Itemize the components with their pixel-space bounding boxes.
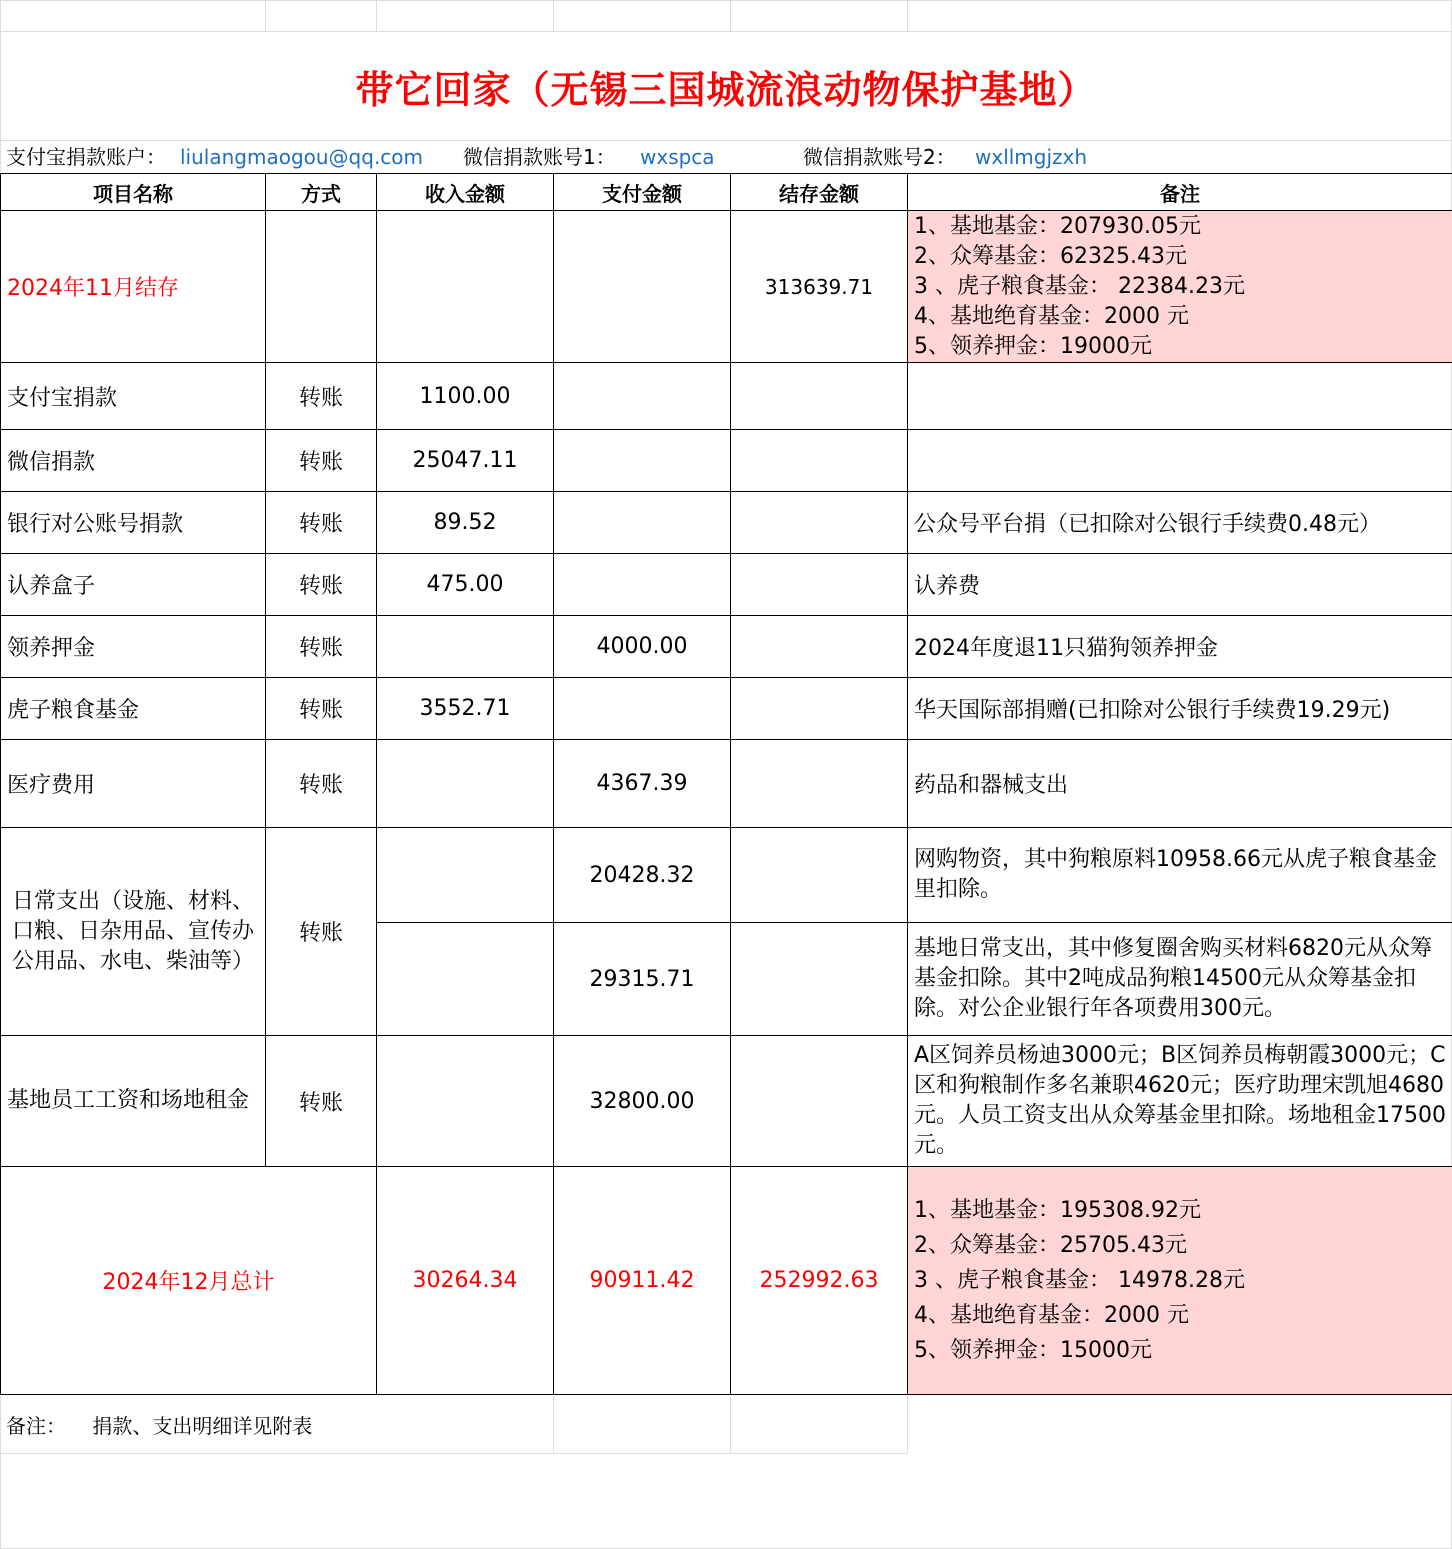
balance <box>731 616 908 678</box>
income: 475.00 <box>377 554 554 616</box>
header-cell: 备注 <box>908 174 1452 211</box>
table-row <box>1 616 1452 678</box>
grid-line <box>376 0 377 32</box>
grid-line <box>907 0 908 32</box>
note: 公众号平台捐（已扣除对公银行手续费0.48元） <box>908 492 1452 554</box>
total-note-line: 4、基地绝育基金：2000 元 <box>914 1303 1189 1328</box>
table-row <box>1 740 1452 828</box>
grid-line <box>0 0 1452 1</box>
balance <box>731 678 908 740</box>
empty-cell <box>731 828 908 923</box>
alipay-account[interactable]: liulangmaogou@qq.com <box>180 145 424 169</box>
daily-note-1: 网购物资，其中狗粮原料10958.66元从虎子粮食基金里扣除。 <box>908 828 1452 923</box>
balance <box>731 740 908 828</box>
note <box>908 430 1452 492</box>
total-note-line: 2、众筹基金：25705.43元 <box>914 1233 1187 1258</box>
income: 1100.00 <box>377 363 554 430</box>
method: 转账 <box>266 740 377 828</box>
income: 89.52 <box>377 492 554 554</box>
opening-balance-row <box>1 211 1452 363</box>
method: 转账 <box>266 363 377 430</box>
header-cell: 项目名称 <box>1 174 266 211</box>
opening-note-line: 4、基地绝育基金：2000 元 <box>914 303 1189 329</box>
note <box>908 363 1452 430</box>
item-name: 支付宝捐款 <box>1 363 266 430</box>
income <box>377 740 554 828</box>
grid-line <box>265 0 266 32</box>
table-row <box>1 430 1452 492</box>
method: 转账 <box>266 678 377 740</box>
total-note-line: 5、领养押金：15000元 <box>914 1338 1152 1363</box>
total-note-line: 1、基地基金：195308.92元 <box>914 1198 1201 1223</box>
balance <box>731 492 908 554</box>
grid-line <box>553 1395 554 1453</box>
table-row <box>1 678 1452 740</box>
wages-row <box>1 1036 1452 1167</box>
total-name: 2024年12月总计 <box>1 1167 377 1395</box>
table-row <box>1 363 1452 430</box>
note: 药品和器械支出 <box>908 740 1452 828</box>
wechat2-account[interactable]: wxllmgjzxh <box>975 145 1088 169</box>
empty-cell <box>377 1036 554 1167</box>
daily-method: 转账 <box>266 828 377 1036</box>
donation-accounts <box>0 141 1452 173</box>
empty-cell <box>266 211 377 363</box>
wechat2-label: 微信捐款账号2： <box>803 145 956 169</box>
header-cell: 结存金额 <box>731 174 908 211</box>
opening-name: 2024年11月结存 <box>1 211 266 363</box>
method: 转账 <box>266 616 377 678</box>
opening-note-line: 2、众筹基金：62325.43元 <box>914 243 1187 269</box>
grid-line <box>907 1395 908 1453</box>
balance <box>731 430 908 492</box>
total-balance: 252992.63 <box>731 1167 908 1395</box>
opening-notes <box>908 211 1452 363</box>
item-name: 虎子粮食基金 <box>1 678 266 740</box>
method: 转账 <box>266 554 377 616</box>
item-name: 认养盒子 <box>1 554 266 616</box>
daily-name: 日常支出（设施、材料、口粮、日杂用品、宣传办公用品、水电、柴油等） <box>1 828 266 1036</box>
wechat1-label: 微信捐款账号1： <box>463 145 616 169</box>
opening-note-line: 3 、虎子粮食基金： 22384.23元 <box>914 273 1245 299</box>
item-name: 银行对公账号捐款 <box>1 492 266 554</box>
income: 3552.71 <box>377 678 554 740</box>
expense <box>554 554 731 616</box>
daily-expense-2: 29315.71 <box>554 923 731 1036</box>
expense: 4367.39 <box>554 740 731 828</box>
wages-name: 基地员工工资和场地租金 <box>1 1036 266 1167</box>
empty-cell <box>377 828 554 923</box>
table-row <box>1 492 1452 554</box>
wages-expense: 32800.00 <box>554 1036 731 1167</box>
footer-note <box>6 1410 312 1439</box>
opening-balance: 313639.71 <box>731 211 908 363</box>
total-notes <box>908 1167 1452 1395</box>
method: 转账 <box>266 430 377 492</box>
note: 华天国际部捐赠(已扣除对公银行手续费19.29元) <box>908 678 1452 740</box>
header-cell: 收入金额 <box>377 174 554 211</box>
wages-method: 转账 <box>266 1036 377 1167</box>
opening-note-line: 1、基地基金：207930.05元 <box>914 213 1201 239</box>
ledger-table <box>0 173 1452 1395</box>
total-expense: 90911.42 <box>554 1167 731 1395</box>
item-name: 领养押金 <box>1 616 266 678</box>
wages-note: A区饲养员杨迪3000元；B区饲养员梅朝霞3000元；C区和狗粮制作多名兼职4620元；医疗助理宋凯旭4680元。人员工资支出从众筹基金里扣除。场地租金17500元。 <box>908 1036 1452 1167</box>
header-cell: 支付金额 <box>554 174 731 211</box>
expense <box>554 678 731 740</box>
empty-cell <box>377 923 554 1036</box>
note: 认养费 <box>908 554 1452 616</box>
item-name: 医疗费用 <box>1 740 266 828</box>
footer-label: 备注： <box>6 1414 66 1438</box>
grid-line <box>553 0 554 32</box>
balance <box>731 363 908 430</box>
note: 2024年度退11只猫狗领养押金 <box>908 616 1452 678</box>
total-note-line: 3 、虎子粮食基金： 14978.28元 <box>914 1268 1245 1293</box>
method: 转账 <box>266 492 377 554</box>
sheet-title: 带它回家（无锡三国城流浪动物保护基地） <box>355 67 1097 112</box>
grid-line <box>0 1453 907 1454</box>
daily-expense-1: 20428.32 <box>554 828 731 923</box>
footer-text: 捐款、支出明细详见附表 <box>92 1414 313 1438</box>
expense: 4000.00 <box>554 616 731 678</box>
balance <box>731 554 908 616</box>
wechat1-account[interactable]: wxspca <box>640 145 715 169</box>
table-row <box>1 554 1452 616</box>
total-income: 30264.34 <box>377 1167 554 1395</box>
daily-expense-row <box>1 828 1452 923</box>
expense <box>554 363 731 430</box>
income: 25047.11 <box>377 430 554 492</box>
empty-cell <box>731 1036 908 1167</box>
opening-note-line: 5、领养押金：19000元 <box>914 333 1152 359</box>
expense <box>554 430 731 492</box>
daily-note-2: 基地日常支出，其中修复圈舍购买材料6820元从众筹基金扣除。其中2吨成品狗粮14500元从众筹基金扣除。对公企业银行年各项费用300元。 <box>908 923 1452 1036</box>
income <box>377 616 554 678</box>
empty-cell <box>554 211 731 363</box>
grid-line <box>730 1395 731 1453</box>
expense <box>554 492 731 554</box>
alipay-label: 支付宝捐款账户： <box>6 145 166 169</box>
item-name: 微信捐款 <box>1 430 266 492</box>
empty-cell <box>377 211 554 363</box>
empty-cell <box>731 923 908 1036</box>
grid-line <box>730 0 731 32</box>
header-row <box>1 174 1452 211</box>
total-row <box>1 1167 1452 1395</box>
header-cell: 方式 <box>266 174 377 211</box>
